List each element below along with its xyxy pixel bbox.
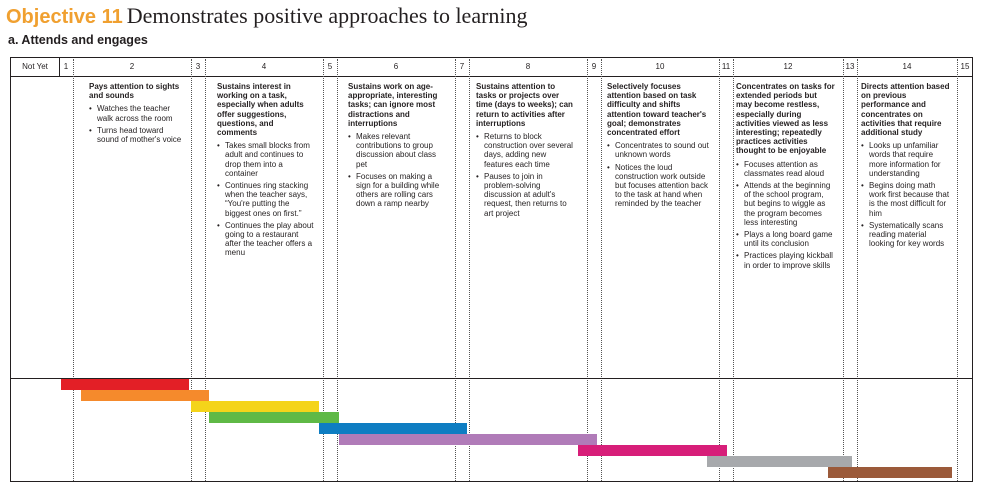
example-list — [736, 160, 835, 270]
indicator-heading: Sustains work on age-appropriate, interesting tasks; can ignore most distractions and interruptions — [348, 82, 438, 128]
color-band-green — [209, 412, 339, 423]
header-level-15: 15 — [960, 62, 970, 71]
indicator-column-level-10 — [607, 82, 711, 212]
example-item: • Notices the loud construction work outside but focuses attention back to the task at hand when reminded by the teacher — [607, 163, 711, 209]
indicator-heading: Directs attention based on previous performance and concentrates on activities that require additional study — [861, 82, 950, 138]
indicator-heading: Concentrates on tasks for extended periods but may become restless, especially during activities viewed as less interesting; repeatedly practices activities thought to be enjoyable — [736, 82, 835, 156]
column-divider — [601, 59, 602, 481]
header-level-1: 1 — [63, 62, 69, 71]
column-divider — [843, 59, 844, 481]
example-list — [861, 141, 953, 248]
header-level-5: 5 — [327, 62, 333, 71]
header-level-8: 8 — [525, 62, 531, 71]
column-divider — [455, 59, 456, 481]
example-item: • Makes relevant contributions to group discussion about class pet — [348, 132, 444, 169]
page-title — [6, 3, 528, 33]
header-level-13: 13 — [845, 62, 855, 71]
header-level-14: 14 — [902, 62, 912, 71]
color-band-gray — [707, 456, 852, 467]
example-item: • Practices playing kickball in order to improve skills — [736, 251, 835, 269]
header-level-4: 4 — [261, 62, 267, 71]
example-item: • Continues ring stacking when the teacher says, “You're putting the biggest ones on first.” — [217, 181, 315, 218]
example-list — [476, 132, 576, 218]
color-band-red — [61, 379, 189, 390]
color-band-blue — [319, 423, 467, 434]
example-item: • Focuses on making a sign for a building while others are rolling cars down a ramp nearby — [348, 172, 444, 209]
color-band-magenta — [578, 445, 727, 456]
indicator-column-level-4 — [217, 82, 315, 261]
indicator-heading: Selectively focuses attention based on task difficulty and shifts attention toward teacher's goal; demonstrates concentrated effort — [607, 82, 707, 138]
example-list — [89, 104, 185, 144]
dimension-heading: a. Attends and engages — [8, 33, 148, 47]
column-divider — [957, 59, 958, 481]
example-item: • Attends at the beginning of the school program, but begins to wiggle as the program becomes less interesting — [736, 181, 835, 227]
header-level-2: 2 — [129, 62, 135, 71]
example-list — [348, 132, 444, 209]
header-not-yet: Not Yet — [22, 62, 48, 71]
indicator-heading: Sustains interest in working on a task, especially when adults offer suggestions, questions, and comments — [217, 82, 304, 138]
level-header-row — [11, 58, 972, 77]
column-divider — [73, 59, 74, 481]
column-divider — [205, 59, 206, 481]
column-divider — [469, 59, 470, 481]
example-item: • Turns head toward sound of mother's voice — [89, 126, 185, 144]
example-item: • Focuses attention as classmates read aloud — [736, 160, 835, 178]
column-divider — [587, 59, 588, 481]
example-item: • Concentrates to sound out unknown words — [607, 141, 711, 159]
indicator-column-level-8 — [476, 82, 576, 221]
header-level-11: 11 — [721, 62, 731, 71]
header-level-7: 7 — [459, 62, 465, 71]
example-item: • Systematically scans reading material looking for key words — [861, 221, 953, 249]
example-item: • Watches the teacher walk across the room — [89, 104, 185, 122]
example-item: • Begins doing math work first because that is the most difficult for him — [861, 181, 953, 218]
header-level-12: 12 — [783, 62, 793, 71]
header-level-6: 6 — [393, 62, 399, 71]
color-band-purple — [339, 434, 597, 445]
example-item: • Plays a long board game until its conclusion — [736, 230, 835, 248]
indicator-column-level-14 — [861, 82, 953, 251]
indicator-column-level-12 — [736, 82, 835, 273]
example-item: • Continues the play about going to a restaurant after the teacher offers a menu — [217, 221, 315, 258]
example-list — [217, 141, 315, 257]
indicator-heading: Sustains attention to tasks or projects over time (days to weeks); can return to activities after interruptions — [476, 82, 573, 128]
example-item: • Takes small blocks from adult and continues to drop them into a container — [217, 141, 315, 178]
progression-table — [10, 57, 973, 482]
indicator-column-level-2 — [89, 82, 185, 147]
header-level-3: 3 — [195, 62, 201, 71]
example-item: • Returns to block construction over several days, adding new features each time — [476, 132, 576, 169]
header-level-10: 10 — [655, 62, 665, 71]
example-item: • Looks up unfamiliar words that require more information for understanding — [861, 141, 953, 178]
column-divider — [733, 59, 734, 481]
column-divider — [857, 59, 858, 481]
example-list — [607, 141, 711, 208]
indicator-heading: Pays attention to sights and sounds — [89, 82, 180, 101]
header-level-9: 9 — [591, 62, 597, 71]
color-band-orange — [81, 390, 209, 401]
color-band-yellow — [191, 401, 319, 412]
indicator-column-level-6 — [348, 82, 444, 212]
color-band-brown — [828, 467, 952, 478]
objective-label: Objective 11 — [6, 6, 123, 28]
column-divider — [191, 59, 192, 481]
objective-title: Demonstrates positive approaches to learning — [126, 3, 528, 28]
example-item: • Pauses to join in problem-solving discussion at adult's request, then returns to art project — [476, 172, 576, 218]
column-divider — [719, 59, 720, 481]
